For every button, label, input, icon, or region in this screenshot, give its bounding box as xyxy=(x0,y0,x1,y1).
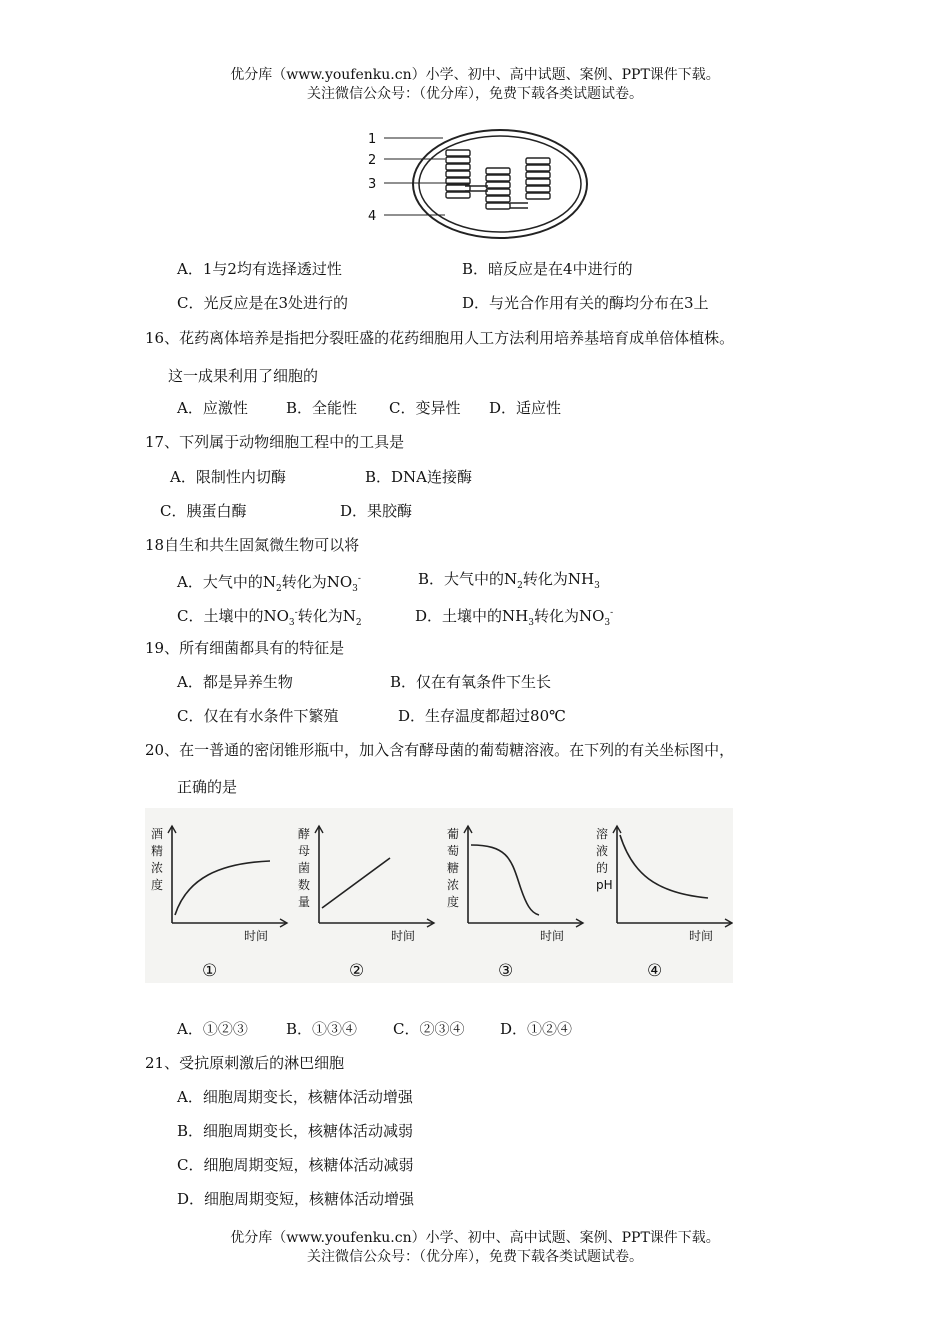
q21-option-a: A．细胞周期变长，核糖体活动增强 xyxy=(177,1088,413,1106)
header-line-2: 关注微信公众号：（优分库），免费下载各类试题试卷。 xyxy=(307,86,643,102)
graphs-panel xyxy=(145,808,733,983)
q17-option-c: C．胰蛋白酶 xyxy=(160,502,247,520)
q15-option-a: A．1与2均有选择透过性 xyxy=(177,260,342,278)
q19-option-b: B．仅在有氧条件下生长 xyxy=(390,673,552,691)
graph-4-ylabel-char: 的 xyxy=(596,861,609,875)
graph-3-xlabel: 时间 xyxy=(540,929,565,943)
graph-1-ylabel-char: 精 xyxy=(151,844,164,858)
q21-stem: 21、受抗原刺激后的淋巴细胞 xyxy=(145,1054,345,1072)
graph-3-ylabel-char: 浓 xyxy=(447,878,460,892)
graphs-svg xyxy=(145,808,733,983)
thylakoid-disc xyxy=(486,168,510,174)
thylakoid-disc xyxy=(526,165,550,171)
q18-stem: 18自生和共生固氮微生物可以将 xyxy=(145,536,360,554)
graph-3-ylabel-char: 度 xyxy=(447,895,460,909)
q21-option-b: B．细胞周期变长，核糖体活动减弱 xyxy=(177,1122,414,1140)
footer-line-2: 关注微信公众号：（优分库），免费下载各类试题试卷。 xyxy=(307,1249,643,1265)
graph-2-ylabel-char: 酵 xyxy=(298,827,311,841)
thylakoid-disc xyxy=(446,157,470,163)
graph-2-ylabel-char: 菌 xyxy=(298,861,311,875)
q20-stem-line-1: 20、在一普通的密闭锥形瓶中，加入含有酵母菌的葡萄糖溶液。在下列的有关坐标图中， xyxy=(145,741,735,759)
q16-stem-line-1: 16、花药离体培养是指把分裂旺盛的花药细胞用人工方法利用培养基培育成单倍体植株。 xyxy=(145,329,735,347)
q17-stem: 17、下列属于动物细胞工程中的工具是 xyxy=(145,433,405,451)
graph-3-ylabel-char: 萄 xyxy=(447,844,460,858)
graph-4-curve xyxy=(620,835,708,898)
thylakoid-disc xyxy=(486,203,510,209)
q16-option-b: B．全能性 xyxy=(286,399,358,417)
q15-option-d: D．与光合作用有关的酶均分布在3上 xyxy=(462,294,709,312)
q21-option-c: C．细胞周期变短，核糖体活动减弱 xyxy=(177,1156,414,1174)
thylakoid-disc xyxy=(486,182,510,188)
thylakoid-disc xyxy=(446,164,470,170)
graph-2-curve xyxy=(322,858,390,908)
q17-option-d: D．果胶酶 xyxy=(340,502,413,520)
q18-option-a: A．大气中的$N_2$转化为$NO_3^-$ xyxy=(177,573,361,594)
graph-2-ylabel-char: 数 xyxy=(298,878,311,892)
graph-3-curve xyxy=(471,845,539,915)
thylakoid-disc xyxy=(526,186,550,192)
graph-1-ylabel-char: 度 xyxy=(151,878,164,892)
q18-option-c: C．土壤中的$NO_3^-$转化为$N_2$ xyxy=(177,607,362,628)
q18-option-b: B．大气中的$N_2$转化为$NH_3$ xyxy=(418,570,600,591)
q19-option-c: C．仅在有水条件下繁殖 xyxy=(177,707,339,725)
graph-1-curve xyxy=(175,861,270,915)
graph-1-ylabel-char: 酒 xyxy=(151,827,164,841)
q18-option-d: D．土壤中的$NH_3$转化为$NO_3^-$ xyxy=(415,607,614,628)
q20-option-a: A．①②③ xyxy=(177,1020,248,1038)
graph-1-number: ① xyxy=(202,961,218,981)
q17-option-b: B．DNA连接酶 xyxy=(365,468,473,486)
graph-2-ylabel-char: 量 xyxy=(298,895,311,909)
graph-4-number: ④ xyxy=(647,961,663,981)
q15-option-b: B．暗反应是在4中进行的 xyxy=(462,260,633,278)
q16-option-d: D．适应性 xyxy=(489,399,562,417)
thylakoid-disc xyxy=(526,179,550,185)
chloroplast-diagram xyxy=(360,128,600,240)
graph-4-ylabel-char: pH xyxy=(596,878,613,892)
thylakoid-disc xyxy=(446,150,470,156)
q16-option-a: A．应激性 xyxy=(177,399,248,417)
q20-option-d: D．①②④ xyxy=(500,1020,573,1038)
thylakoid-disc xyxy=(486,175,510,181)
q20-stem-line-2: 正确的是 xyxy=(177,778,238,796)
graph-1-xlabel: 时间 xyxy=(244,929,269,943)
q19-stem: 19、所有细菌都具有的特征是 xyxy=(145,639,345,657)
thylakoid-disc xyxy=(526,172,550,178)
diagram-label-2: 2 xyxy=(368,153,377,168)
q19-option-d: D．生存温度都超过80℃ xyxy=(398,707,566,725)
diagram-label-4: 4 xyxy=(368,209,377,224)
q21-option-d: D．细胞周期变短，核糖体活动增强 xyxy=(177,1190,415,1208)
graph-3-number: ③ xyxy=(498,961,514,981)
footer-line-1: 优分库（www.youfenku.cn）小学、初中、高中试题、案例、PPT课件下载。 xyxy=(230,1230,720,1246)
graph-1-ylabel-char: 浓 xyxy=(151,861,164,875)
graph-2-xlabel: 时间 xyxy=(391,929,416,943)
q19-option-a: A．都是异养生物 xyxy=(177,673,293,691)
q20-option-b: B．①③④ xyxy=(286,1020,358,1038)
thylakoid-disc xyxy=(446,192,470,198)
thylakoid-disc xyxy=(526,193,550,199)
diagram-label-1: 1 xyxy=(368,132,377,147)
q17-option-a: A．限制性内切酶 xyxy=(170,468,286,486)
graph-3-ylabel-char: 葡 xyxy=(447,827,460,841)
header-line-1: 优分库（www.youfenku.cn）小学、初中、高中试题、案例、PPT课件下载。 xyxy=(230,67,720,83)
q16-stem-line-2: 这一成果利用了细胞的 xyxy=(168,367,319,385)
thylakoid-disc xyxy=(446,171,470,177)
thylakoid-disc xyxy=(486,189,510,195)
graph-2-number: ② xyxy=(349,961,365,981)
q15-option-c: C．光反应是在3处进行的 xyxy=(177,294,349,312)
graph-2-ylabel-char: 母 xyxy=(298,844,311,858)
diagram-label-3: 3 xyxy=(368,177,377,192)
graph-3-ylabel-char: 糖 xyxy=(447,861,460,875)
thylakoid-disc xyxy=(526,158,550,164)
q16-option-c: C．变异性 xyxy=(389,399,461,417)
thylakoid-disc xyxy=(486,196,510,202)
q20-option-c: C．②③④ xyxy=(393,1020,465,1038)
graph-4-ylabel-char: 液 xyxy=(596,844,609,858)
graph-4-xlabel: 时间 xyxy=(689,929,714,943)
graph-4-ylabel-char: 溶 xyxy=(596,827,609,841)
